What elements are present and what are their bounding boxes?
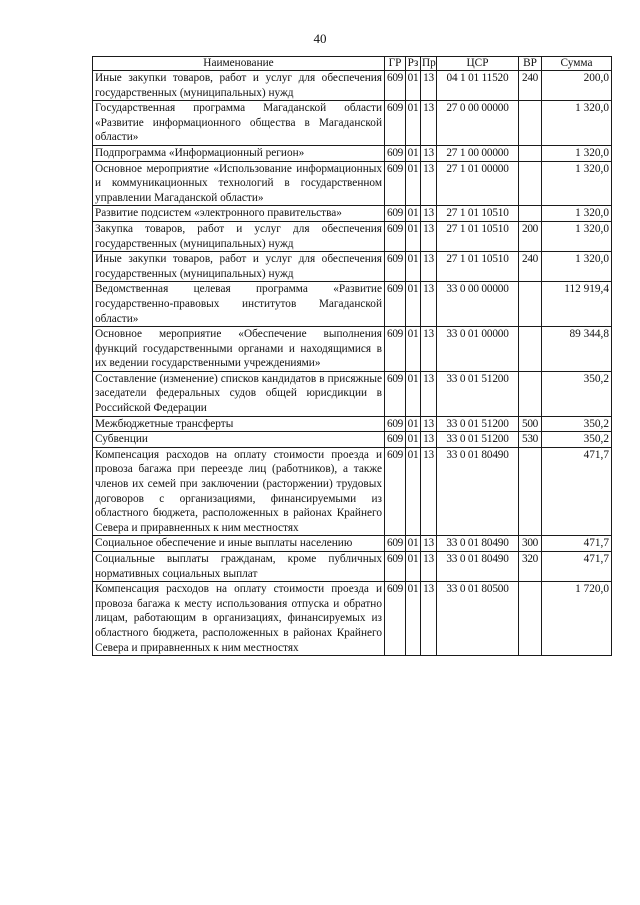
- cell-pr: 13: [421, 282, 437, 327]
- table-row: [93, 282, 612, 327]
- cell-pr: 13: [421, 221, 437, 251]
- cell-rz: 01: [406, 327, 421, 372]
- table-header-row: [93, 57, 612, 71]
- table-row: [93, 536, 612, 552]
- cell-rz: 01: [406, 536, 421, 552]
- cell-sum: 471,7: [542, 536, 612, 552]
- cell-vr: [519, 282, 542, 327]
- cell-pr: 13: [421, 416, 437, 432]
- cell-pr: 13: [421, 327, 437, 372]
- cell-sum: 1 320,0: [542, 221, 612, 251]
- cell-rz: 01: [406, 145, 421, 161]
- cell-name: Иные закупки товаров, работ и услуг для обеспечения государственных (муниципальных) нужд: [93, 252, 385, 282]
- cell-gr: 609: [385, 327, 406, 372]
- cell-sum: 200,0: [542, 71, 612, 101]
- cell-name: Государственная программа Магаданской области «Развитие информационного общества в Магаданской области»: [93, 101, 385, 146]
- cell-name: Компенсация расходов на оплату стоимости проезда и провоза багажа при переезде лиц (работников), а также членов их семей при заключении (расторжении) трудовых договоров с организациями, финансируемыми из областного бюджета, расположенных в районах Крайнего Севера и приравненных к ним местностях: [93, 447, 385, 536]
- cell-gr: 609: [385, 552, 406, 582]
- page-number: 40: [313, 31, 327, 46]
- cell-sum: 471,7: [542, 552, 612, 582]
- cell-name: Составление (изменение) списков кандидатов в присяжные заседатели федеральных судов общей юрисдикции в Российской Федерации: [93, 371, 385, 416]
- cell-gr: 609: [385, 536, 406, 552]
- cell-sum: 471,7: [542, 447, 612, 536]
- table-row: [93, 145, 612, 161]
- cell-csr: 27 1 00 00000: [437, 145, 519, 161]
- cell-name: Подпрограмма «Информационный регион»: [93, 145, 385, 161]
- cell-pr: 13: [421, 71, 437, 101]
- cell-rz: 01: [406, 447, 421, 536]
- cell-vr: 200: [519, 221, 542, 251]
- cell-vr: [519, 101, 542, 146]
- cell-rz: 01: [406, 252, 421, 282]
- cell-vr: [519, 447, 542, 536]
- budget-table: [92, 56, 612, 656]
- cell-gr: 609: [385, 252, 406, 282]
- cell-pr: 13: [421, 582, 437, 656]
- cell-name: Развитие подсистем «электронного правительства»: [93, 206, 385, 222]
- table-row: [93, 582, 612, 656]
- cell-pr: 13: [421, 101, 437, 146]
- cell-csr: 33 0 01 80490: [437, 447, 519, 536]
- cell-pr: 13: [421, 161, 437, 206]
- cell-rz: 01: [406, 371, 421, 416]
- cell-gr: 609: [385, 221, 406, 251]
- cell-vr: 240: [519, 252, 542, 282]
- cell-csr: 33 0 01 51200: [437, 416, 519, 432]
- cell-gr: 609: [385, 582, 406, 656]
- cell-name: Социальное обеспечение и иные выплаты населению: [93, 536, 385, 552]
- header-pr: Пр: [422, 57, 436, 69]
- cell-sum: 1 320,0: [542, 145, 612, 161]
- cell-rz: 01: [406, 206, 421, 222]
- cell-pr: 13: [421, 145, 437, 161]
- cell-csr: 27 1 01 10510: [437, 221, 519, 251]
- cell-rz: 01: [406, 416, 421, 432]
- cell-csr: 33 0 01 51200: [437, 432, 519, 448]
- cell-name: Иные закупки товаров, работ и услуг для обеспечения государственных (муниципальных) нужд: [93, 71, 385, 101]
- cell-gr: 609: [385, 101, 406, 146]
- table-row: [93, 416, 612, 432]
- cell-rz: 01: [406, 582, 421, 656]
- table-row: [93, 206, 612, 222]
- header-gr: ГР: [385, 57, 406, 71]
- cell-csr: 27 1 01 10510: [437, 252, 519, 282]
- cell-name: Закупка товаров, работ и услуг для обеспечения государственных (муниципальных) нужд: [93, 221, 385, 251]
- cell-csr: 27 0 00 00000: [437, 101, 519, 146]
- cell-sum: 1 320,0: [542, 161, 612, 206]
- cell-csr: 33 0 00 00000: [437, 282, 519, 327]
- cell-pr: 13: [421, 552, 437, 582]
- cell-vr: 500: [519, 416, 542, 432]
- table-row: [93, 101, 612, 146]
- cell-rz: 01: [406, 101, 421, 146]
- cell-sum: 350,2: [542, 416, 612, 432]
- cell-csr: 33 0 01 80500: [437, 582, 519, 656]
- table-row: [93, 161, 612, 206]
- cell-sum: 1 320,0: [542, 252, 612, 282]
- cell-sum: 1 320,0: [542, 206, 612, 222]
- cell-rz: 01: [406, 432, 421, 448]
- cell-rz: 01: [406, 221, 421, 251]
- cell-gr: 609: [385, 282, 406, 327]
- cell-sum: 112 919,4: [542, 282, 612, 327]
- cell-csr: 27 1 01 10510: [437, 206, 519, 222]
- cell-csr: 33 0 01 80490: [437, 552, 519, 582]
- cell-vr: [519, 145, 542, 161]
- cell-sum: 1 720,0: [542, 582, 612, 656]
- cell-gr: 609: [385, 432, 406, 448]
- cell-csr: 27 1 01 00000: [437, 161, 519, 206]
- table-row: [93, 447, 612, 536]
- cell-pr: 13: [421, 252, 437, 282]
- cell-csr: 33 0 01 00000: [437, 327, 519, 372]
- header-name: Наименование: [93, 57, 385, 71]
- cell-gr: 609: [385, 416, 406, 432]
- cell-sum: 350,2: [542, 371, 612, 416]
- cell-vr: [519, 371, 542, 416]
- table-row: [93, 432, 612, 448]
- cell-csr: 33 0 01 51200: [437, 371, 519, 416]
- cell-name: Компенсация расходов на оплату стоимости проезда и провоза багажа к месту использования отпуска и обратно лицам, работающим в организациях, финансируемых из областного бюджета, расположенных в районах Крайнего Севера и приравненных к ним местностях: [93, 582, 385, 656]
- cell-gr: 609: [385, 447, 406, 536]
- cell-rz: 01: [406, 161, 421, 206]
- cell-gr: 609: [385, 71, 406, 101]
- cell-vr: 240: [519, 71, 542, 101]
- cell-vr: [519, 582, 542, 656]
- table-row: [93, 552, 612, 582]
- cell-gr: 609: [385, 371, 406, 416]
- cell-rz: 01: [406, 282, 421, 327]
- cell-vr: [519, 327, 542, 372]
- table-row: [93, 71, 612, 101]
- cell-pr: 13: [421, 432, 437, 448]
- cell-vr: 530: [519, 432, 542, 448]
- cell-name: Субвенции: [93, 432, 385, 448]
- cell-name: Межбюджетные трансферты: [93, 416, 385, 432]
- cell-pr: 13: [421, 371, 437, 416]
- cell-gr: 609: [385, 145, 406, 161]
- cell-gr: 609: [385, 206, 406, 222]
- cell-sum: 1 320,0: [542, 101, 612, 146]
- table-row: [93, 252, 612, 282]
- cell-csr: 04 1 01 11520: [437, 71, 519, 101]
- cell-vr: [519, 161, 542, 206]
- cell-sum: 89 344,8: [542, 327, 612, 372]
- cell-sum: 350,2: [542, 432, 612, 448]
- header-rz: Рз: [406, 57, 421, 71]
- cell-pr: 13: [421, 536, 437, 552]
- cell-pr: 13: [421, 447, 437, 536]
- cell-gr: 609: [385, 161, 406, 206]
- cell-rz: 01: [406, 552, 421, 582]
- cell-rz: 01: [406, 71, 421, 101]
- header-csr: ЦСР: [437, 57, 519, 71]
- table-row: [93, 327, 612, 372]
- cell-vr: 300: [519, 536, 542, 552]
- cell-name: Социальные выплаты гражданам, кроме публичных нормативных социальных выплат: [93, 552, 385, 582]
- cell-pr: 13: [421, 206, 437, 222]
- header-sum: Сумма: [542, 57, 612, 71]
- cell-vr: 320: [519, 552, 542, 582]
- header-vr: ВР: [519, 57, 542, 71]
- cell-name: Основное мероприятие «Обеспечение выполнения функций государственными органами и находящимися в их ведении государственными учреждениями»: [93, 327, 385, 372]
- cell-name: Ведомственная целевая программа «Развитие государственно-правовых институтов Магаданской области»: [93, 282, 385, 327]
- cell-name: Основное мероприятие «Использование информационных и коммуникационных технологий в государственном управлении Магаданской области»: [93, 161, 385, 206]
- cell-vr: [519, 206, 542, 222]
- table-row: [93, 371, 612, 416]
- table-row: [93, 221, 612, 251]
- cell-csr: 33 0 01 80490: [437, 536, 519, 552]
- table-body: [93, 71, 612, 656]
